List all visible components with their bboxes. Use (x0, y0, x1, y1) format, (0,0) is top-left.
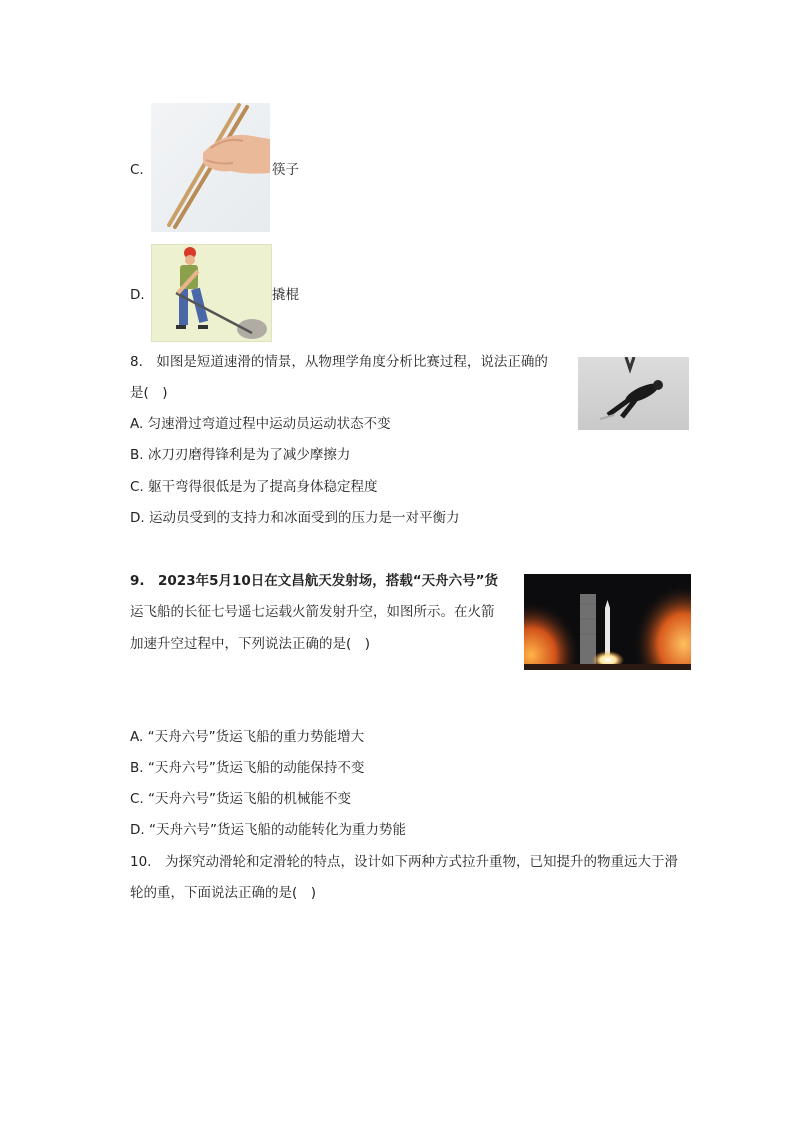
crowbar-worker-image (151, 244, 272, 342)
q8-option-c: C. 躯干弯得很低是为了提高身体稳定程度 (130, 479, 378, 495)
q8-stem-line2: 是( ) (130, 385, 168, 401)
q9-stem-line2: 运飞船的长征七号遥七运载火箭发射升空，如图所示。在火箭 (130, 604, 495, 620)
q9-option-d: D. “天舟六号”货运飞船的动能转化为重力势能 (130, 822, 406, 838)
option-d-letter: D. (130, 287, 145, 303)
option-c-letter: C. (130, 162, 144, 178)
chopsticks-image (151, 103, 270, 232)
q9-option-c: C. “天舟六号”货运飞船的机械能不变 (130, 791, 351, 807)
q10-stem-line2: 轮的重，下面说法正确的是( ) (130, 885, 317, 901)
option-d-text: 撬棍 (272, 287, 299, 303)
rocket-launch-image (524, 574, 691, 670)
q8-option-a: A. 匀速滑过弯道过程中运动员运动状态不变 (130, 416, 391, 432)
q9-stem-line3: 加速升空过程中，下列说法正确的是( ) (130, 636, 371, 652)
q9-option-a: A. “天舟六号”货运飞船的重力势能增大 (130, 729, 365, 745)
q8-stem-line1: 8. 如图是短道速滑的情景，从物理学角度分析比赛过程，说法正确的 (130, 354, 548, 370)
option-c-text: 筷子 (272, 162, 299, 178)
q9-option-b: B. “天舟六号”货运飞船的动能保持不变 (130, 760, 365, 776)
speed-skating-image (578, 357, 689, 430)
q10-stem-line1: 10. 为探究动滑轮和定滑轮的特点，设计如下两种方式拉升重物，已知提升的物重远大于滑 (130, 854, 678, 870)
q8-option-b: B. 冰刀刃磨得锋利是为了减少摩擦力 (130, 447, 351, 463)
q9-stem-line1: 9. 2023年5月10日在文昌航天发射场，搭载“天舟六号”货 (130, 573, 499, 589)
q8-option-d: D. 运动员受到的支持力和冰面受到的压力是一对平衡力 (130, 510, 460, 526)
